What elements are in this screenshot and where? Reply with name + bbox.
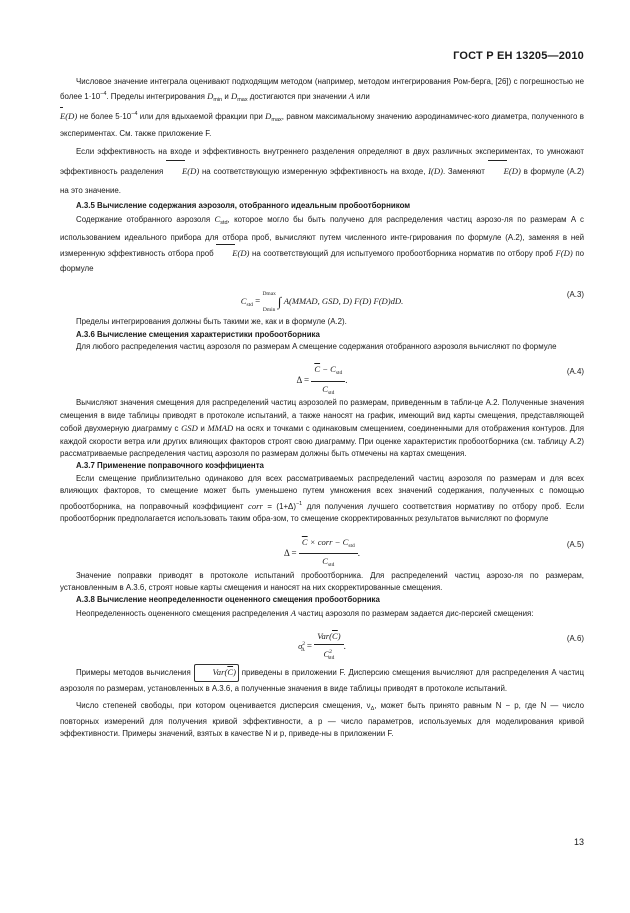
paragraph-ideal-sampler: Содержание отобранного аэрозоля $C_{std}$, которое могло бы быть получено для распределения частиц аэрозо-ля по размерам A с использованием идеального прибора для отбора проб, вычисляют путем численного инте-грирования по формуле (A.2), заменяя в ней измеренную эффективность отбора проб E(D) на соответствующий для испытуемого пробоотборника норматив по отбору проб F(D) по формуле xyxy=(60,214,585,273)
section-heading-a35: A.3.5 Вычисление содержания аэрозоля, отобранного идеальным пробоотборником xyxy=(76,200,411,210)
formula-a4: Δ = $\frac{\overline{C} - C_{std}}{C_{std}}$ . (A.4) xyxy=(296,364,584,396)
section-heading-a38: A.3.8 Вычисление неопределенности оцененного смещения пробоотборника xyxy=(76,595,380,605)
formula-number: (A.3) xyxy=(566,290,584,300)
formula-a6: $\sigma^2_\Delta$ = $\frac{Var(\overline{C})}{C^2_{std}}$ . (A.6) xyxy=(298,631,584,661)
paragraph-bias-formula-intro: Для любого распределения частиц аэрозоля по размерам A смещение содержания отобранного аэрозоля вычисляют по формуле xyxy=(76,342,557,352)
standard-header: ГОСТ Р ЕН 13205—2010 xyxy=(453,50,584,62)
formula-number: (A.6) xyxy=(566,634,584,644)
paragraph-variance-methods: Примеры методов вычисления $Var(\overline{C})$ приведены в приложении F. Дисперсию смещения вычисляют для распределения A частиц аэрозоля по размерам, установленных в A.3.6, а полученные значения в виде таблицы приводят в протоколе испытаний. xyxy=(60,664,584,696)
paragraph-integration-method-cont: E(D) не более $5\cdot 10^{-4}$ или для вдыхаемой фракции при $D_{max}$, равном максимальному значению аэродинамичес-кого диаметра, полученного в экспериментах. См. также приложение F. xyxy=(60,107,584,142)
formula-number: (A.5) xyxy=(566,539,584,549)
formula-a3: $C_{std} = Dmax$ Dmin∫ A(MMAD, GSD, D) F(D) F(D)dD. (A.3) xyxy=(60,276,584,316)
paragraph-bias-map: Вычисляют значения смещения для распределений частиц аэрозолей по размерам, приведенным в табли-це A.2. Полученные значения смещения в виде таблицы приводят в протоколе испытаний, а также наносят на график, имеющий вид карты смещения, представляющей собой двухмерную диаграмму с GSD и MMAD на осях и точками с одинаковым смещением, соединенными для отображения контуров. Для каждой скорости ветра или других влияющих факторов строят свою диаграмму. При оценке характеристик пробоотборника (см. таблицу A.2) рассматриваемые распределения частиц аэрозоля по размерам должны быть отмечены на картах смещения. xyxy=(60,398,585,459)
formula-a5: Δ = $\frac{\overline{C} \times corr - C_{std}}{C_{std}}$ . (A.5) xyxy=(283,536,584,568)
section-heading-a37: A.3.7 Применение поправочного коэффициента xyxy=(76,461,264,471)
paragraph-correction: Если смещение приблизительно одинаково для всех рассматриваемых распределений частиц аэрозоля по размерам и для всех влияющих факторов, то смещение может быть уменьшено путем умножения всех значений содержания, полученных с помощью пробоотборника, на поправочный коэффициент corr = $(1+\Delta)^{-1}$ для получения лучшего соответствия нормативу по отбору проб. Если пробоотборник предполагается использовать таким обра-зом, то смещение скорректированных результатов вычисляют по формуле xyxy=(60,473,585,524)
formula-number: (A.4) xyxy=(566,367,584,377)
integral-limits: Dmax Dmin xyxy=(262,291,276,314)
paragraph-uncertainty: Неопределенность оцененного смещения распределения A частиц аэрозоля по размерам задается дис-персией смещения: xyxy=(76,607,534,618)
page-number: 13 xyxy=(573,837,584,847)
section-heading-a36: A.3.6 Вычисление смещения характеристики пробоотборника xyxy=(76,329,320,339)
paragraph-correction-report: Значение поправки приводят в протоколе испытаний пробоотборника. Для распределений частиц аэрозо-ля по размерам, установленным в A.3.6, строят новые карты смещения и наносят на них скорректированные смещения. xyxy=(60,570,584,592)
paragraph-degrees-of-freedom: Число степеней свободы, при котором оценивается дисперсия смещения, $\nu_\Delta$, может быть принято равным N − p, где N — число повторных измерений для получения кривой эффективности, а p — число параметров, используемых для моделирования кривой эффективности. Примеры значений, взятых в качестве N и p, приведе-ны в приложении F. xyxy=(60,701,584,738)
paragraph-limits: Пределы интегрирования должны быть такими же, как и в формуле (A.2). xyxy=(76,317,347,327)
paragraph-integration-method: Числовое значение интеграла оценивают подходящим методом (например, методом интегрирования Ром-берга, [26]) с погрешностью не более $1\cdot 10^{-4}$. Пределы интегрирования $D_{min}$ и $D_{max}$ достигаются при значении A или xyxy=(60,77,584,104)
var-c-box: $Var(\overline{C})$ xyxy=(194,664,239,682)
paragraph-inlet-efficiency: Если эффективность на входе и эффективность внутреннего разделения определяют в двух различных экспериментах, то умножают эффективность разделения E(D) на соответствующую измеренную эффективность на входе, I(D). Заменяют E(D) в формуле (A.2) на это значение. xyxy=(60,146,584,195)
document-body xyxy=(60,76,584,740)
integral-sign: ∫ xyxy=(277,294,282,310)
